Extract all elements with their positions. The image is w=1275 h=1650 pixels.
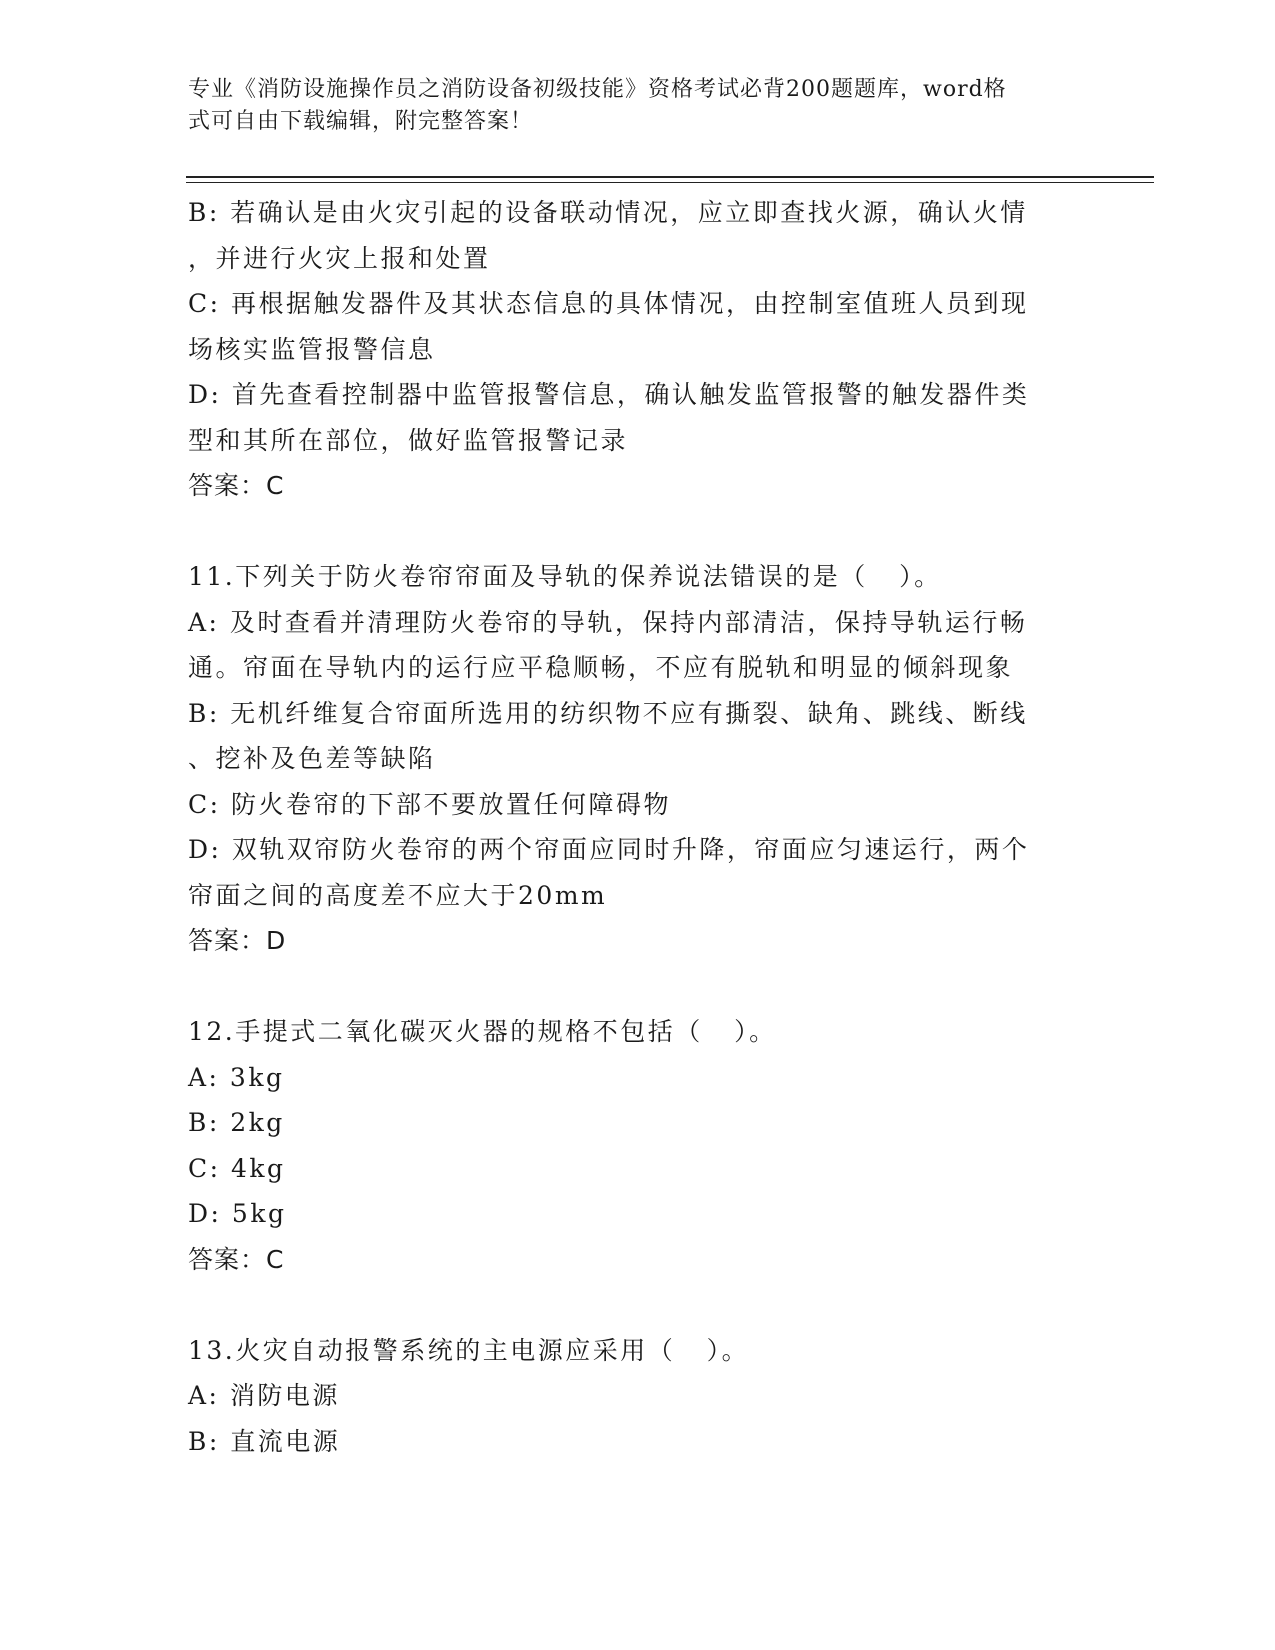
- option-c-line-1: C: 再根据触发器件及其状态信息的具体情况，由控制室值班人员到现: [188, 289, 1029, 318]
- option-a-line-2: 通。帘面在导轨内的运行应平稳顺畅，不应有脱轨和明显的倾斜现象: [188, 653, 1014, 682]
- spacer: [188, 1282, 1078, 1328]
- header-divider-thin: [186, 182, 1154, 183]
- option-c-line-2: 场核实监管报警信息: [188, 334, 436, 364]
- option-a: A: 3kg: [188, 1062, 285, 1092]
- answer-11: 答案：D: [188, 926, 287, 955]
- option-b-line-1: B: 若确认是由火灾引起的设备联动情况，应立即查找火源，确认火情: [188, 198, 1028, 227]
- option-b: B: 2kg: [188, 1108, 285, 1137]
- question-11-text: 11.下列关于防火卷帘帘面及导轨的保养说法错误的是（ ）。: [188, 562, 942, 591]
- answer-10: 答案：C: [188, 471, 285, 500]
- question-13: [188, 1328, 1078, 1465]
- document-header: [188, 74, 1068, 138]
- option-c: C: 4kg: [188, 1153, 286, 1183]
- question-11: [188, 554, 1078, 964]
- option-d: D: 5kg: [188, 1199, 287, 1228]
- question-10-options: [188, 190, 1078, 509]
- option-d-line-1: D: 双轨双帘防火卷帘的两个帘面应同时升降，帘面应匀速运行，两个: [188, 835, 1030, 864]
- spacer: [188, 964, 1078, 1010]
- answer-12: 答案：C: [188, 1244, 285, 1274]
- option-a: A: 消防电源: [188, 1381, 340, 1410]
- question-13-text: 13.火灾自动报警系统的主电源应采用（ ）。: [188, 1335, 750, 1365]
- header-line-2: 式可自由下载编辑，附完整答案！: [188, 109, 534, 134]
- option-b: B: 直流电源: [188, 1426, 341, 1456]
- question-content: [188, 190, 1078, 1464]
- question-12: [188, 1009, 1078, 1282]
- spacer: [188, 509, 1078, 555]
- option-b-line-2: 、挖补及色差等缺陷: [188, 744, 436, 773]
- option-d-line-2: 型和其所在部位，做好监管报警记录: [188, 425, 629, 455]
- option-d-line-1: D: 首先查看控制器中监管报警信息，确认触发监管报警的触发器件类: [188, 380, 1030, 409]
- option-c-line-1: C: 防火卷帘的下部不要放置任何障碍物: [188, 789, 671, 819]
- header-line-1: 专业《消防设施操作员之消防设备初级技能》资格考试必背200题题库，word格: [188, 77, 1007, 102]
- option-b-line-1: B: 无机纤维复合帘面所选用的纺织物不应有撕裂、缺角、跳线、断线: [188, 698, 1028, 728]
- option-a-line-1: A: 及时查看并清理防火卷帘的导轨，保持内部清洁，保持导轨运行畅: [188, 607, 1028, 637]
- header-divider-thick: [186, 176, 1154, 178]
- option-b-line-2: ，并进行火灾上报和处置: [188, 243, 491, 273]
- question-12-text: 12.手提式二氧化碳灭火器的规格不包括（ ）。: [188, 1017, 777, 1046]
- option-d-line-2: 帘面之间的高度差不应大于20mm: [188, 880, 608, 910]
